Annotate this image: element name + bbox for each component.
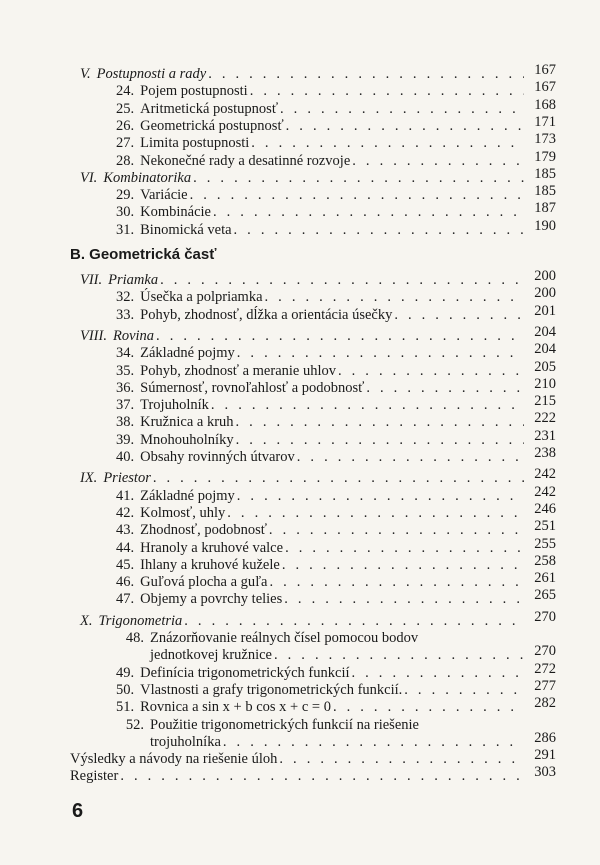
dot-leader xyxy=(352,153,524,170)
dot-leader xyxy=(269,522,524,539)
toc-section-number: 38. xyxy=(116,414,135,431)
toc-section-page: 258 xyxy=(534,552,556,569)
toc-section xyxy=(116,358,556,380)
dot-leader xyxy=(333,699,524,716)
toc-section-page: 173 xyxy=(534,131,556,148)
toc-section-page: 265 xyxy=(534,587,556,604)
toc-section-number: 37. xyxy=(116,397,135,414)
toc-section xyxy=(116,518,556,539)
dot-leader xyxy=(208,66,524,83)
toc-section-number: 33. xyxy=(116,306,135,323)
toc-section-page: 231 xyxy=(534,427,556,444)
toc-section xyxy=(116,677,556,699)
toc-section-title: Pohyb, zhodnosť, dĺžka a orientácia úsečky xyxy=(140,306,393,323)
toc-appendix xyxy=(70,764,556,785)
toc-section-page: 282 xyxy=(534,695,556,712)
toc-section-number: 27. xyxy=(116,135,135,152)
toc-section-number: 39. xyxy=(116,431,135,448)
toc-chapter-number: X. xyxy=(80,612,93,629)
toc-chapter-page: 242 xyxy=(534,466,556,483)
toc-section xyxy=(116,630,556,647)
toc-section-number: 51. xyxy=(116,699,135,716)
toc-section-title: Pohyb, zhodnosť a meranie uhlov xyxy=(140,362,336,379)
dot-leader xyxy=(250,83,524,100)
toc-section-number: 30. xyxy=(116,204,135,221)
toc-section xyxy=(116,131,556,152)
dot-leader xyxy=(338,363,524,380)
toc-section-title: Základné pojmy xyxy=(140,345,235,362)
toc-chapter xyxy=(80,608,556,630)
toc-chapter-title: Trigonometria xyxy=(98,612,183,629)
toc-section-title: Použitie trigonometrických funkcií na riešenie xyxy=(150,716,419,733)
toc-section xyxy=(116,427,556,449)
toc-section-title: Trojuholník xyxy=(140,397,209,414)
toc-section-number: 47. xyxy=(116,591,135,608)
dot-leader xyxy=(280,101,524,118)
toc-chapter-page: 204 xyxy=(534,323,556,340)
toc-section-page: 261 xyxy=(534,570,556,587)
toc-section-page: 187 xyxy=(534,200,556,217)
toc-section xyxy=(116,410,556,431)
toc-section xyxy=(116,217,556,239)
page-number: 6 xyxy=(72,800,84,822)
toc-section-title: Kružnica a kruh xyxy=(140,414,234,431)
toc-section-title: Zhodnosť, podobnosť xyxy=(140,522,267,539)
dot-leader xyxy=(234,222,524,239)
dot-leader xyxy=(366,380,524,397)
dot-leader xyxy=(269,574,524,591)
toc-section-page: 277 xyxy=(534,677,556,694)
toc-section-number: 29. xyxy=(116,187,135,204)
toc-section-page: 215 xyxy=(534,393,556,410)
toc-section xyxy=(116,148,556,170)
dot-leader xyxy=(251,135,524,152)
dot-leader xyxy=(265,289,524,306)
toc-section-number: 40. xyxy=(116,449,135,465)
dot-leader xyxy=(297,449,524,466)
toc-section xyxy=(116,285,556,306)
toc-section xyxy=(116,587,556,608)
toc-section-page: 255 xyxy=(534,535,556,552)
toc-section-number: 28. xyxy=(116,152,135,169)
toc-chapter-number: VII. xyxy=(80,272,103,288)
toc-section xyxy=(116,500,556,522)
dot-leader xyxy=(404,682,524,699)
toc-section xyxy=(150,643,556,664)
toc-section xyxy=(116,393,556,414)
toc-appendix-page: 303 xyxy=(534,764,556,781)
toc-section-title: Pojem postupnosti xyxy=(140,83,248,100)
toc-chapter xyxy=(80,268,556,289)
dot-leader xyxy=(213,204,524,221)
toc-section-page: 204 xyxy=(534,341,556,358)
toc-chapter xyxy=(80,466,556,487)
toc-section-title: Kolmosť, uhly xyxy=(140,504,226,521)
toc-section-number: 25. xyxy=(116,100,135,117)
toc-section xyxy=(116,375,556,397)
toc-section-title: Binomická veta xyxy=(140,221,232,238)
toc-section-number: 26. xyxy=(116,117,135,134)
toc-section-page: 251 xyxy=(534,518,556,535)
toc-chapter-page: 167 xyxy=(534,62,556,78)
toc-section xyxy=(116,200,556,221)
dot-leader xyxy=(236,432,524,449)
toc-chapter-title: Kombinatorika xyxy=(103,169,192,186)
dot-leader xyxy=(211,397,524,414)
toc-section-title: Limita postupnosti xyxy=(140,135,250,152)
dot-leader xyxy=(237,488,524,505)
dot-leader xyxy=(223,734,524,751)
toc-section-title: trojuholníka xyxy=(150,733,221,750)
toc-section xyxy=(116,183,556,204)
toc-section-title: Úsečka a polpriamka xyxy=(140,289,263,306)
toc-section-number: 49. xyxy=(116,664,135,681)
toc-section-number: 46. xyxy=(116,574,135,591)
toc-section-number: 34. xyxy=(116,345,135,362)
toc-section-number: 36. xyxy=(116,379,135,396)
toc-section-number: 52. xyxy=(125,716,144,733)
toc-section-number: 45. xyxy=(116,556,135,573)
toc-appendix-title: Register xyxy=(70,768,119,785)
toc-chapter-title: Postupnosti a rady xyxy=(96,66,207,82)
toc-section-page: 190 xyxy=(534,217,556,234)
toc-section-page: 272 xyxy=(534,660,556,677)
dot-leader xyxy=(274,647,524,664)
toc-section-page: 201 xyxy=(534,302,556,319)
toc-section-page: 200 xyxy=(534,285,556,302)
toc-section-number: 48. xyxy=(125,630,144,646)
toc-section-title: Guľová plocha a guľa xyxy=(140,574,268,591)
dot-leader xyxy=(394,307,524,324)
toc-section-number: 32. xyxy=(116,289,135,306)
toc-section xyxy=(116,570,556,591)
toc-section-title: Hranoly a kruhové valce xyxy=(140,539,284,556)
toc-chapter xyxy=(80,165,556,187)
toc-section-title: Ihlany a kruhové kužele xyxy=(140,556,280,573)
toc-section-page: 286 xyxy=(534,729,556,746)
toc-appendix xyxy=(70,747,556,768)
dot-leader xyxy=(193,170,524,187)
toc-section xyxy=(116,302,556,324)
toc-section-title: jednotkovej kružnice xyxy=(150,647,272,664)
toc-section-page: 238 xyxy=(534,445,556,461)
toc-section-page: 205 xyxy=(534,358,556,375)
toc-chapter-number: V. xyxy=(80,66,91,82)
dot-leader xyxy=(156,328,524,345)
toc-section-page: 185 xyxy=(534,183,556,200)
toc-section-title: Kombinácie xyxy=(140,204,211,221)
toc-section-title: Základné pojmy xyxy=(140,487,235,504)
toc-chapter-page: 185 xyxy=(534,165,556,182)
toc-section-number: 41. xyxy=(116,487,135,504)
toc-section xyxy=(116,660,556,682)
toc-section-title: Súmernosť, rovnoľahlosť a podobnosť xyxy=(140,379,365,396)
dot-leader xyxy=(286,118,524,135)
toc-section xyxy=(116,717,556,734)
toc-section-title: Znázorňovanie reálnych čísel pomocou bodov xyxy=(150,630,419,646)
dot-leader xyxy=(160,272,524,289)
toc-section xyxy=(116,79,556,100)
dot-leader xyxy=(153,470,524,487)
part-b-heading: B. Geometrická časť xyxy=(70,246,217,263)
toc-chapter-number: VIII. xyxy=(80,327,107,344)
toc-section-number: 35. xyxy=(116,362,135,379)
toc-section-page: 179 xyxy=(534,148,556,165)
toc-section-page: 246 xyxy=(534,500,556,517)
toc-section xyxy=(116,535,556,557)
toc-section-title: Nekonečné rady a desatinné rozvoje xyxy=(140,152,351,169)
toc-section xyxy=(116,695,556,716)
toc-section-number: 42. xyxy=(116,504,135,521)
toc-chapter-number: IX. xyxy=(80,470,98,487)
dot-leader xyxy=(284,591,524,608)
dot-leader xyxy=(352,665,525,682)
toc-chapter-title: Priestor xyxy=(103,470,151,487)
toc-chapter-title: Rovina xyxy=(112,327,155,344)
toc-section-page: 167 xyxy=(534,79,556,96)
dot-leader xyxy=(190,187,524,204)
toc-section-title: Geometrická postupnosť xyxy=(140,117,284,134)
toc-section-title: Vlastnosti a grafy trigonometrických funkcií. xyxy=(140,681,403,698)
toc-chapter-number: VI. xyxy=(80,169,98,186)
toc-section-number: 24. xyxy=(116,83,135,100)
dot-leader xyxy=(282,557,524,574)
toc-section-page: 242 xyxy=(534,483,556,500)
toc-section-title: Mnohouholníky xyxy=(140,431,234,448)
toc-appendix-page: 291 xyxy=(534,747,556,764)
toc-section-title: Definícia trigonometrických funkcií xyxy=(140,664,350,681)
toc-section-number: 43. xyxy=(116,522,135,539)
toc-section xyxy=(116,483,556,505)
toc-section-page: 210 xyxy=(534,375,556,392)
toc-section-page: 222 xyxy=(534,410,556,427)
toc-section xyxy=(116,96,556,118)
toc-section xyxy=(116,113,556,135)
toc-chapter-page: 270 xyxy=(534,608,556,625)
toc-section xyxy=(116,445,556,466)
dot-leader xyxy=(184,613,524,630)
toc-section xyxy=(150,729,556,751)
toc-section-number: 44. xyxy=(116,539,135,556)
toc-section-title: Obsahy rovinných útvarov xyxy=(140,449,295,465)
toc-section-title: Rovnica a sin x + b cos x + c = 0 xyxy=(140,699,331,716)
toc-section-title: Aritmetická postupnosť xyxy=(140,100,279,117)
dot-leader xyxy=(285,540,524,557)
toc-section-page: 270 xyxy=(534,643,556,660)
toc-section-number: 50. xyxy=(116,681,135,698)
toc-chapter xyxy=(80,62,556,83)
toc-section-title: Objemy a povrchy telies xyxy=(140,591,283,608)
toc-chapter xyxy=(80,323,556,345)
toc-chapter-page: 200 xyxy=(534,268,556,284)
toc-section xyxy=(116,552,556,574)
dot-leader xyxy=(227,505,524,522)
dot-leader xyxy=(237,345,524,362)
dot-leader xyxy=(279,751,524,768)
dot-leader xyxy=(120,768,524,785)
toc-section-title: Variácie xyxy=(140,187,188,204)
toc-section xyxy=(116,341,556,362)
toc-section-page: 171 xyxy=(534,113,556,130)
dot-leader xyxy=(236,414,524,431)
toc-section-page: 168 xyxy=(534,96,556,113)
toc-chapter-title: Priamka xyxy=(108,272,159,288)
toc-section-number: 31. xyxy=(116,221,135,238)
toc-appendix-title: Výsledky a návody na riešenie úloh xyxy=(70,751,278,768)
